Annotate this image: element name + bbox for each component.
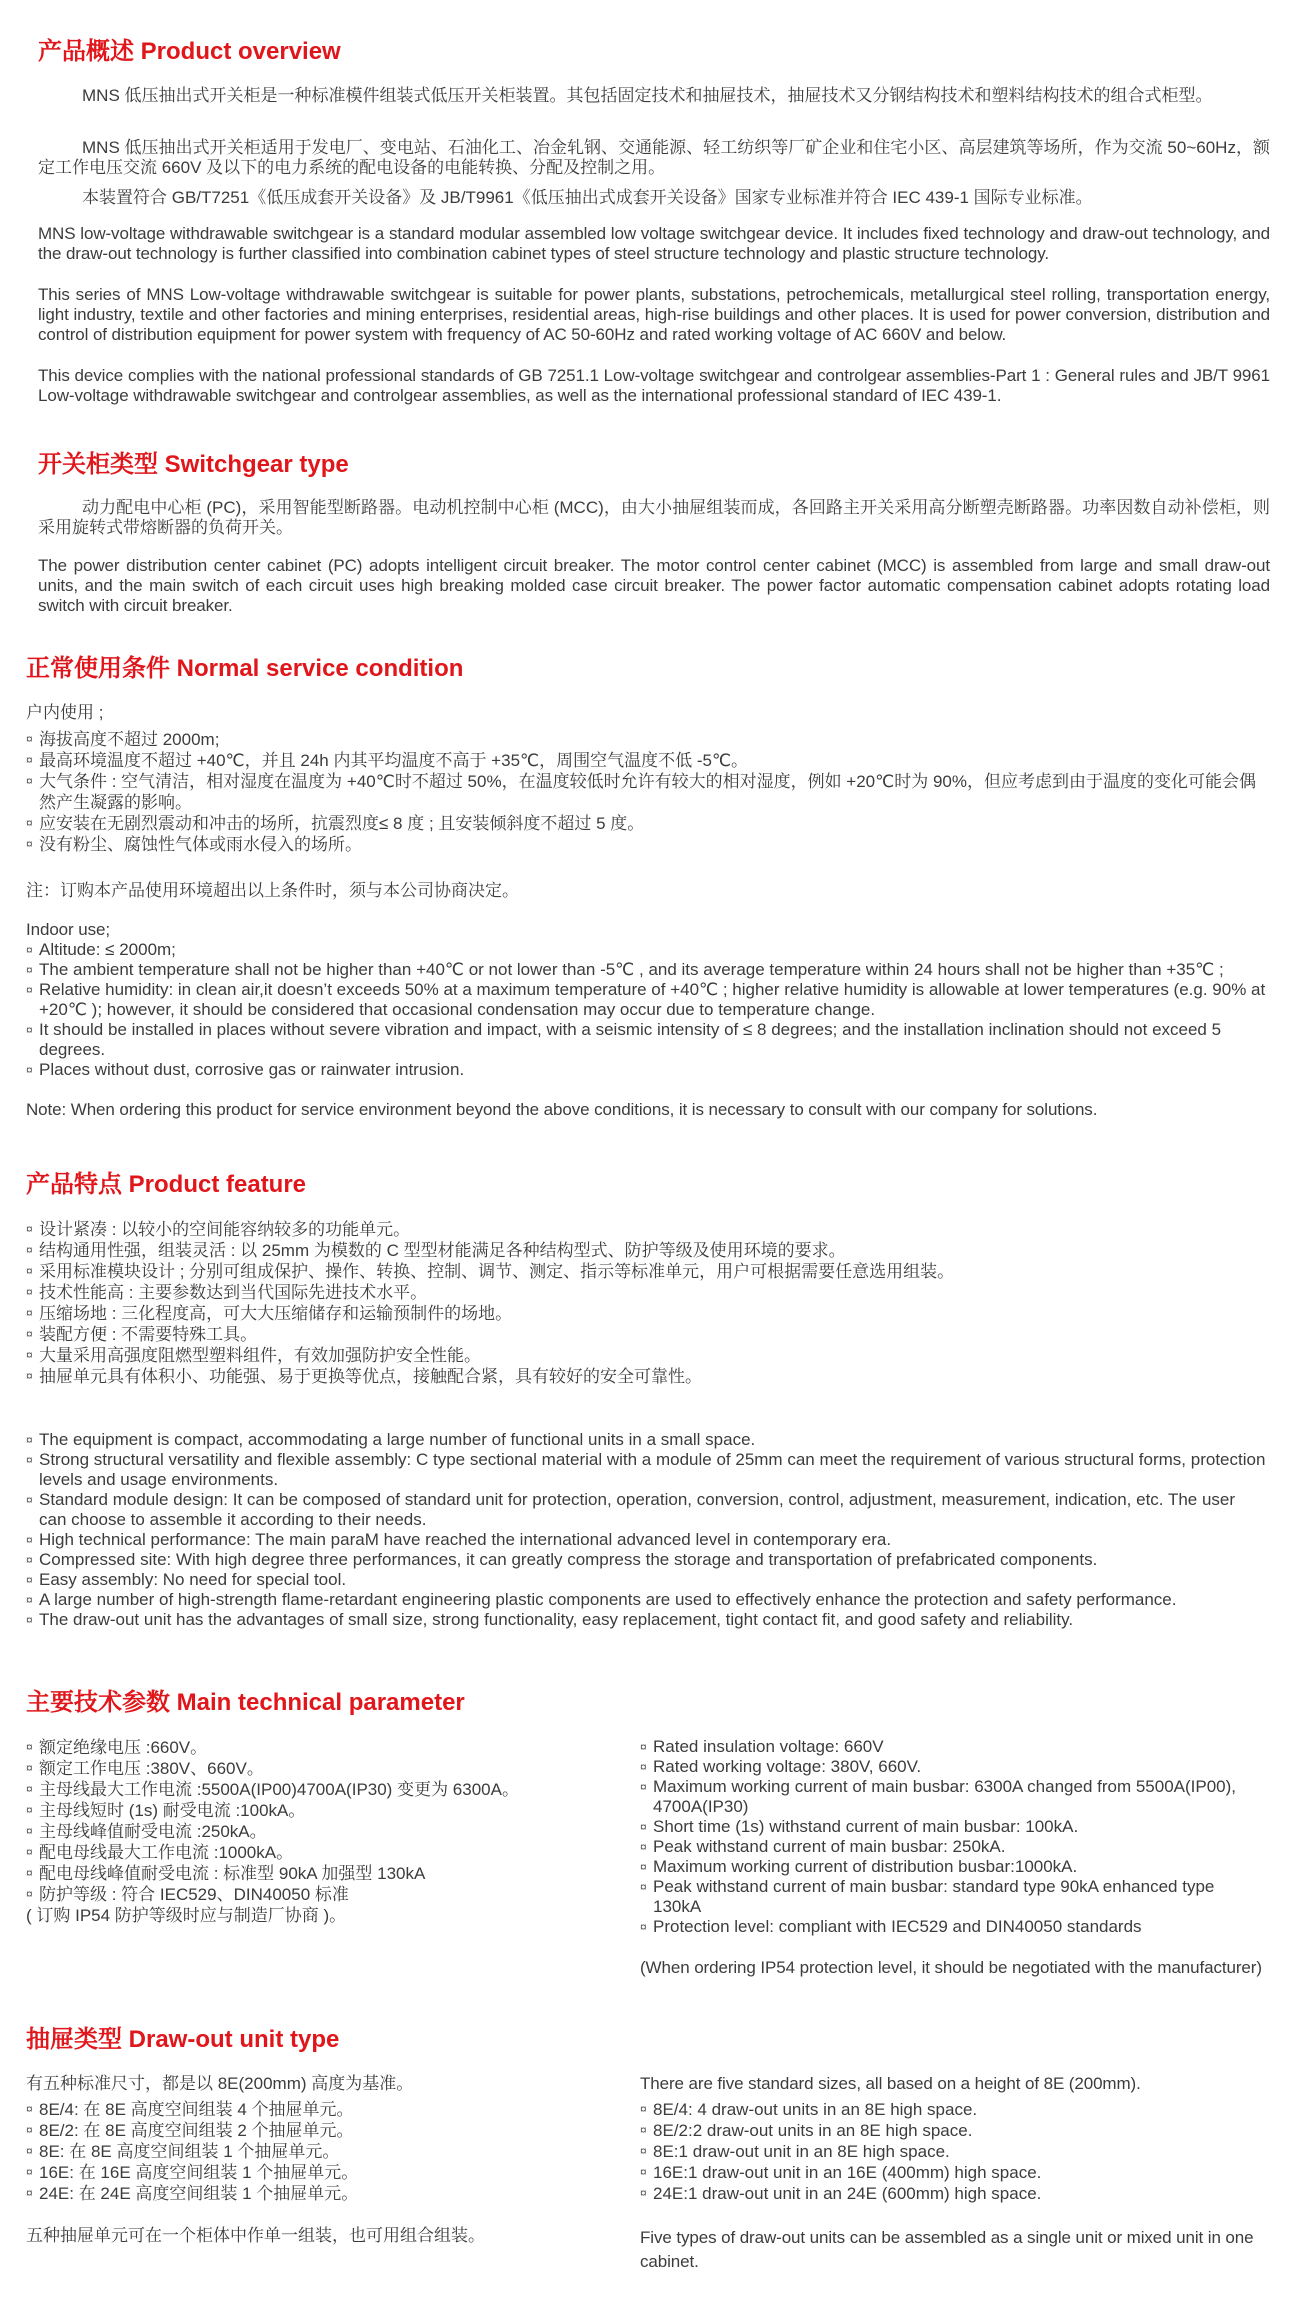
bullet-icon: ¤ xyxy=(640,2165,647,2179)
bullet-icon: ¤ xyxy=(26,1433,33,1447)
bullet-icon: ¤ xyxy=(26,1327,33,1341)
bullet-icon: ¤ xyxy=(26,816,33,830)
list-item: ¤ 8E/2: 在 8E 高度空间组装 2 个抽屉单元。 xyxy=(26,2121,354,2140)
list-item: ¤ 额定绝缘电压 :660V。 xyxy=(26,1738,208,1757)
list-item: ¤ 8E/4: 4 draw-out units in an 8E high space. xyxy=(640,2100,978,2119)
drawout-heading: 抽屉类型 Draw-out unit type xyxy=(26,2026,340,2053)
bullet-icon: ¤ xyxy=(26,774,33,788)
list-item: ¤ Protection level: compliant with IEC529 and DIN40050 standards xyxy=(640,1917,1142,1936)
list-item: ¤ Maximum working current of main busbar: 6300A changed from 5500A(IP00), 4700A(IP30) xyxy=(640,1777,1237,1816)
parameter-heading: 主要技术参数 Main technical parameter xyxy=(26,1689,465,1716)
list-item: ¤ 设计紧凑 : 以较小的空间能容纳较多的功能单元。 xyxy=(26,1220,411,1239)
condition-en-list xyxy=(26,940,1266,1080)
bullet-icon: ¤ xyxy=(640,1760,647,1774)
bullet-icon: ¤ xyxy=(26,1824,33,1838)
bullet-icon: ¤ xyxy=(26,1740,33,1754)
list-item: ¤ 8E/4: 在 8E 高度空间组装 4 个抽屉单元。 xyxy=(26,2100,354,2119)
drawout-en-list xyxy=(640,2099,1265,2204)
list-item: ¤ Places without dust, corrosive gas or rainwater intrusion. xyxy=(26,1060,465,1079)
list-item: ¤ The equipment is compact, accommodating a large number of functional units in a small space. xyxy=(26,1430,756,1449)
list-item: ¤ 配电母线最大工作电流 :1000kA。 xyxy=(26,1843,294,1862)
condition-heading: 正常使用条件 Normal service condition xyxy=(26,655,464,682)
bullet-icon: ¤ xyxy=(26,1866,33,1880)
bullet-icon: ¤ xyxy=(26,753,33,767)
bullet-icon: ¤ xyxy=(640,1880,647,1894)
list-item: ¤ 24E:1 draw-out unit in an 24E (600mm) high space. xyxy=(640,2184,1042,2203)
drawout-en-intro: There are five standard sizes, all based on a height of 8E (200mm). xyxy=(640,2074,1141,2093)
bullet-icon: ¤ xyxy=(26,1285,33,1299)
list-item: ¤ 16E:1 draw-out unit in an 16E (400mm) high space. xyxy=(640,2163,1042,2182)
bullet-icon: ¤ xyxy=(640,1740,647,1754)
bullet-icon: ¤ xyxy=(26,1306,33,1320)
bullet-icon: ¤ xyxy=(26,1264,33,1278)
list-item: ¤ 额定工作电压 :380V、660V。 xyxy=(26,1759,264,1778)
parameter-en-list xyxy=(640,1737,1265,1937)
drawout-zh-list xyxy=(26,2099,626,2204)
list-item: ¤ 配电母线峰值耐受电流 : 标准型 90kA 加强型 130kA xyxy=(26,1864,426,1883)
switchgear-heading: 开关柜类型 Switchgear type xyxy=(38,451,349,478)
bullet-icon: ¤ xyxy=(26,1573,33,1587)
overview-zh-para-2: MNS 低压抽出式开关柜适用于发电厂、变电站、石油化工、冶金轧钢、交通能源、轻工纺织等厂矿企业和住宅小区、高层建筑等场所，作为交流 50~60Hz，额定工作电压交流 660V 及以下的电力系统的配电设备的电能转换、分配及控制之用。 xyxy=(38,138,1270,177)
parameter-zh-list xyxy=(26,1737,626,1905)
list-item: ¤ 防护等级 : 符合 IEC529、DIN40050 标准 xyxy=(26,1885,349,1904)
bullet-icon: ¤ xyxy=(26,1222,33,1236)
bullet-icon: ¤ xyxy=(26,2123,33,2137)
bullet-icon: ¤ xyxy=(26,1803,33,1817)
bullet-icon: ¤ xyxy=(26,1533,33,1547)
drawout-zh-intro: 有五种标准尺寸，都是以 8E(200mm) 高度为基准。 xyxy=(26,2074,414,2093)
bullet-icon: ¤ xyxy=(26,1613,33,1627)
list-item: ¤ 8E: 在 8E 高度空间组装 1 个抽屉单元。 xyxy=(26,2142,340,2161)
list-item: ¤ 主母线峰值耐受电流 :250kA。 xyxy=(26,1822,267,1841)
list-item: ¤ 应安装在无剧烈震动和冲击的场所，抗震烈度≤ 8 度 ; 且安装倾斜度不超过 5 度。 xyxy=(26,814,645,833)
list-item: ¤ Strong structural versatility and flexible assembly: C type sectional material with a module of 25mm can meet the requirement of various structural forms, protection levels and usage environments. xyxy=(26,1450,1266,1489)
condition-zh-intro: 户内使用 ; xyxy=(26,703,104,722)
feature-zh-list xyxy=(26,1219,1266,1387)
list-item: ¤ 采用标准模块设计 ; 分别可组成保护、操作、转换、控制、调节、测定、指示等标准单元，用户可根据需要任意选用组装。 xyxy=(26,1262,955,1281)
list-item: ¤ Compressed site: With high degree three performances, it can greatly compress the storage and transportation of prefabricated components. xyxy=(26,1550,1098,1569)
list-item: ¤ 主母线最大工作电流 :5500A(IP00)4700A(IP30) 变更为 6300A。 xyxy=(26,1780,519,1799)
list-item: ¤ 压缩场地 : 三化程度高，可大大压缩储存和运输预制件的场地。 xyxy=(26,1304,513,1323)
list-item: ¤ 技术性能高 : 主要参数达到当代国际先进技术水平。 xyxy=(26,1283,428,1302)
bullet-icon: ¤ xyxy=(26,1493,33,1507)
bullet-icon: ¤ xyxy=(26,1553,33,1567)
list-item: ¤ The ambient temperature shall not be higher than +40℃ or not lower than -5℃ , and its average temperature within 24 hours shall not be higher than +35℃ ; xyxy=(26,960,1224,979)
list-item: ¤ 16E: 在 16E 高度空间组装 1 个抽屉单元。 xyxy=(26,2163,359,2182)
list-item: ¤ Altitude: ≤ 2000m; xyxy=(26,940,176,959)
overview-zh-para-3: 本装置符合 GB/T7251《低压成套开关设备》及 JB/T9961《低压抽出式成套开关设备》国家专业标准并符合 IEC 439-1 国际专业标准。 xyxy=(82,188,1093,207)
list-item: ¤ 海拔高度不超过 2000m; xyxy=(26,730,220,749)
bullet-icon: ¤ xyxy=(26,2144,33,2158)
feature-en-list xyxy=(26,1430,1266,1630)
bullet-icon: ¤ xyxy=(640,1860,647,1874)
bullet-icon: ¤ xyxy=(26,1761,33,1775)
list-item: ¤ 主母线短时 (1s) 耐受电流 :100kA。 xyxy=(26,1801,306,1820)
list-item: ¤ 抽屉单元具有体积小、功能强、易于更换等优点，接触配合紧，具有较好的安全可靠性。 xyxy=(26,1367,702,1386)
bullet-icon: ¤ xyxy=(26,963,33,977)
list-item: ¤ 没有粉尘、腐蚀性气体或雨水侵入的场所。 xyxy=(26,835,362,854)
switchgear-zh-para: 动力配电中心柜 (PC)，采用智能型断路器。电动机控制中心柜 (MCC)，由大小抽屉组装而成，各回路主开关采用高分断塑壳断路器。功率因数自动补偿柜，则采用旋转式带熔断器的负荷开关。 xyxy=(38,498,1270,537)
list-item: ¤ It should be installed in places without severe vibration and impact, with a seismic intensity of ≤ 8 degrees; and the installation inclination should not exceed 5 degrees. xyxy=(26,1020,1222,1059)
list-item: ¤ 8E/2:2 draw-out units in an 8E high space. xyxy=(640,2121,973,2140)
list-item: ¤ 结构通用性强，组装灵活 : 以 25mm 为模数的 C 型型材能满足各种结构型式、防护等级及使用环境的要求。 xyxy=(26,1241,846,1260)
list-item: ¤ Rated working voltage: 380V, 660V. xyxy=(640,1757,922,1776)
condition-en-intro: Indoor use; xyxy=(26,920,110,939)
list-item: ¤ Rated insulation voltage: 660V xyxy=(640,1737,884,1756)
bullet-icon: ¤ xyxy=(640,2102,647,2116)
condition-zh-note: 注：订购本产品使用环境超出以上条件时，须与本公司协商决定。 xyxy=(26,881,519,900)
bullet-icon: ¤ xyxy=(26,1593,33,1607)
bullet-icon: ¤ xyxy=(26,1369,33,1383)
bullet-icon: ¤ xyxy=(640,1920,647,1934)
bullet-icon: ¤ xyxy=(26,2186,33,2200)
list-item: ¤ Peak withstand current of main busbar: standard type 90kA enhanced type 130kA xyxy=(640,1877,1215,1916)
list-item: ¤ High technical performance: The main paraM have reached the international advanced level in contemporary era. xyxy=(26,1530,892,1549)
list-item: ¤ 最高环境温度不超过 +40℃，并且 24h 内其平均温度不高于 +35℃，周围空气温度不低 -5℃。 xyxy=(26,751,749,770)
bullet-icon: ¤ xyxy=(26,1243,33,1257)
bullet-icon: ¤ xyxy=(26,1063,33,1077)
list-item: ¤ 装配方便 : 不需要特殊工具。 xyxy=(26,1325,258,1344)
parameter-zh-note: ( 订购 IP54 防护等级时应与制造厂协商 )。 xyxy=(26,1906,347,1925)
bullet-icon: ¤ xyxy=(640,1780,647,1794)
bullet-icon: ¤ xyxy=(26,1453,33,1467)
condition-zh-list xyxy=(26,729,1266,855)
list-item: ¤ Easy assembly: No need for special tool. xyxy=(26,1570,347,1589)
list-item: ¤ Peak withstand current of main busbar: 250kA. xyxy=(640,1837,1006,1856)
list-item: ¤ Maximum working current of distribution busbar:1000kA. xyxy=(640,1857,1078,1876)
bullet-icon: ¤ xyxy=(26,1887,33,1901)
condition-en-note: Note: When ordering this product for service environment beyond the above conditions, it is necessary to consult with our company for solutions. xyxy=(26,1100,1098,1119)
list-item: ¤ 大气条件 : 空气清洁，相对湿度在温度为 +40℃时不超过 50%，在温度较低时允许有较大的相对湿度，例如 +20℃时为 90%，但应考虑到由于温度的变化可能会偶然产生凝露的影响。 xyxy=(26,772,1256,812)
list-item: ¤ Relative humidity: in clean air,it doesn’t exceeds 50% at a maximum temperature of +40℃ ; higher relative humidity is allowable at lower temperatures (e.g. 90% at +20℃ ); however, it should be considered that occasional condensation may occur due to temperature change. xyxy=(26,980,1266,1019)
bullet-icon: ¤ xyxy=(26,983,33,997)
parameter-en-note: (When ordering IP54 protection level, it should be negotiated with the manufacturer) xyxy=(640,1958,1262,1977)
bullet-icon: ¤ xyxy=(640,2186,647,2200)
bullet-icon: ¤ xyxy=(640,2123,647,2137)
bullet-icon: ¤ xyxy=(26,2165,33,2179)
bullet-icon: ¤ xyxy=(26,837,33,851)
bullet-icon: ¤ xyxy=(640,1840,647,1854)
bullet-icon: ¤ xyxy=(640,2144,647,2158)
list-item: ¤ A large number of high-strength flame-retardant engineering plastic components are used to effectively enhance the protection and safety performance. xyxy=(26,1590,1177,1609)
bullet-icon: ¤ xyxy=(26,2102,33,2116)
list-item: ¤ Short time (1s) withstand current of main busbar: 100kA. xyxy=(640,1817,1079,1836)
list-item: ¤ The draw-out unit has the advantages of small size, strong functionality, easy replacement, tight contact fit, and good safety and reliability. xyxy=(26,1610,1074,1629)
feature-heading: 产品特点 Product feature xyxy=(26,1171,307,1198)
bullet-icon: ¤ xyxy=(26,943,33,957)
list-item: ¤ 大量采用高强度阻燃型塑料组件，有效加强防护安全性能。 xyxy=(26,1346,481,1365)
bullet-icon: ¤ xyxy=(26,1845,33,1859)
list-item: ¤ 8E:1 draw-out unit in an 8E high space. xyxy=(640,2142,950,2161)
bullet-icon: ¤ xyxy=(26,1023,33,1037)
overview-heading: 产品概述 Product overview xyxy=(38,38,341,65)
drawout-zh-note: 五种抽屉单元可在一个柜体中作单一组装，也可用组合组装。 xyxy=(26,2226,485,2245)
overview-en-para-2: This series of MNS Low-voltage withdrawable switchgear is suitable for power plants, substations, petrochemicals, metallurgical steel rolling, transportation energy, light industry, textile and other factories and mining enterprises, residential areas, high-rise buildings and other places. It is used for power conversion, distribution and control of distribution equipment for power system with frequency of AC 50-60Hz and rated working voltage of AC 660V and below. xyxy=(38,285,1270,344)
drawout-en-note: Five types of draw-out units can be assembled as a single unit or mixed unit in one cabinet. xyxy=(640,2228,1254,2271)
overview-zh-para-1: MNS 低压抽出式开关柜是一种标准模件组装式低压开关柜装置。其包括固定技术和抽屉技术，抽屉技术又分钢结构技术和塑料结构技术的组合式柜型。 xyxy=(82,86,1213,105)
list-item: ¤ 24E: 在 24E 高度空间组装 1 个抽屉单元。 xyxy=(26,2184,359,2203)
overview-en-para-1: MNS low-voltage withdrawable switchgear is a standard modular assembled low voltage switchgear device. It includes fixed technology and draw-out technology, and the draw-out technology is further classified into combination cabinet types of steel structure technology and plastic structure technology. xyxy=(38,224,1270,263)
overview-en-para-3: This device complies with the national professional standards of GB 7251.1 Low-voltage switchgear and controlgear assemblies-Part 1 : General rules and JB/T 9961 Low-voltage withdrawable switchgear and controlgear assemblies, as well as the international professional standard of IEC 439-1. xyxy=(38,366,1270,405)
bullet-icon: ¤ xyxy=(26,732,33,746)
bullet-icon: ¤ xyxy=(640,1820,647,1834)
bullet-icon: ¤ xyxy=(26,1348,33,1362)
switchgear-en-para: The power distribution center cabinet (PC) adopts intelligent circuit breaker. The motor control center cabinet (MCC) is assembled from large and small draw-out units, and the main switch of each circuit uses high breaking molded case circuit breaker. The power factor automatic compensation cabinet adopts rotating load switch with circuit breaker. xyxy=(38,556,1270,615)
list-item: ¤ Standard module design: It can be composed of standard unit for protection, operation, conversion, control, adjustment, measurement, indication, etc. The user can choose to assemble it according to their needs. xyxy=(26,1490,1236,1529)
bullet-icon: ¤ xyxy=(26,1782,33,1796)
